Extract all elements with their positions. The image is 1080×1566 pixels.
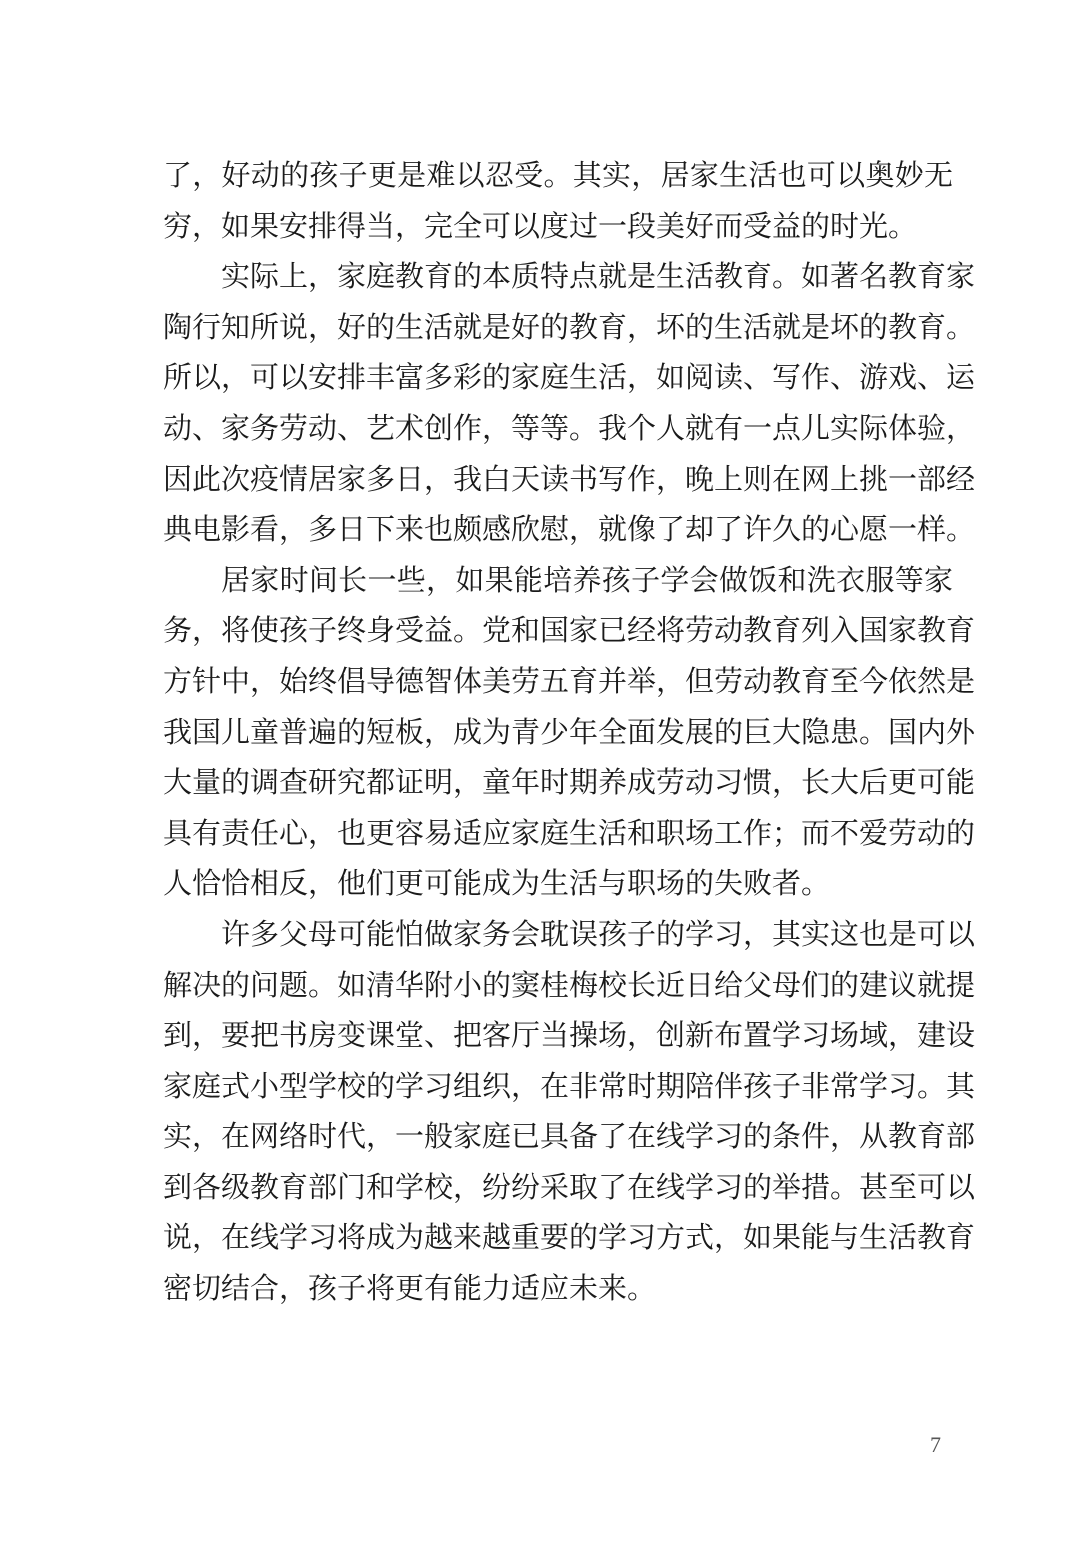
page-number: 7: [930, 1432, 941, 1457]
text-line: 务，将使孩子终身受益。党和国家已经将劳动教育列入国家教育: [163, 613, 976, 648]
text-line: 我国儿童普遍的短板，成为青少年全面发展的巨大隐患。国内外: [163, 714, 976, 749]
text-line: 动、家务劳动、艺术创作，等等。我个人就有一点儿实际体验，: [163, 410, 976, 445]
paragraph: [163, 251, 976, 555]
text-line: 到，要把书房变课堂、把客厅当操场，创新布置学习场域，建设: [163, 1018, 976, 1053]
text-line: 因此次疫情居家多日，我白天读书写作，晚上则在网上挑一部经: [163, 461, 976, 496]
text-line: 方针中，始终倡导德智体美劳五育并举，但劳动教育至今依然是: [163, 663, 976, 698]
text-line: 典电影看，多日下来也颇感欣慰，就像了却了许久的心愿一样。: [163, 512, 976, 547]
text-line: 家庭式小型学校的学习组织，在非常时期陪伴孩子非常学习。其: [163, 1068, 976, 1103]
text-line: 到各级教育部门和学校，纷纷采取了在线学习的举措。甚至可以: [163, 1169, 976, 1204]
text-line: 了，好动的孩子更是难以忍受。其实，居家生活也可以奥妙无: [163, 158, 953, 192]
text-line: 说，在线学习将成为越来越重要的学习方式，如果能与生活教育: [163, 1220, 976, 1255]
body-text: [163, 150, 976, 1314]
paragraph: [163, 555, 976, 909]
text-line: 具有责任心，也更容易适应家庭生活和职场工作；而不爱劳动的: [163, 815, 976, 850]
paragraph: [163, 150, 953, 251]
text-line: 解决的问题。如清华附小的窦桂梅校长近日给父母们的建议就提: [163, 967, 976, 1002]
text-line: 陶行知所说，好的生活就是好的教育，坏的生活就是坏的教育。: [163, 309, 976, 344]
text-line: 大量的调查研究都证明，童年时期养成劳动习惯，长大后更可能: [163, 765, 976, 800]
text-line: 穷，如果安排得当，完全可以度过一段美好而受益的时光。: [163, 208, 918, 243]
text-line: 人恰恰相反，他们更可能成为生活与职场的失败者。: [163, 866, 831, 901]
text-line: 实际上，家庭教育的本质特点就是生活教育。如著名教育家: [221, 259, 976, 294]
text-line: 密切结合，孩子将更有能力适应未来。: [163, 1271, 657, 1306]
text-line: 许多父母可能怕做家务会耽误孩子的学习，其实这也是可以: [221, 916, 976, 951]
text-line: 实，在网络时代，一般家庭已具备了在线学习的条件，从教育部: [163, 1119, 976, 1154]
text-line: 所以，可以安排丰富多彩的家庭生活，如阅读、写作、游戏、运: [163, 360, 976, 395]
text-line: 居家时间长一些，如果能培养孩子学会做饭和洗衣服等家: [221, 562, 953, 597]
paragraph: [163, 909, 976, 1314]
